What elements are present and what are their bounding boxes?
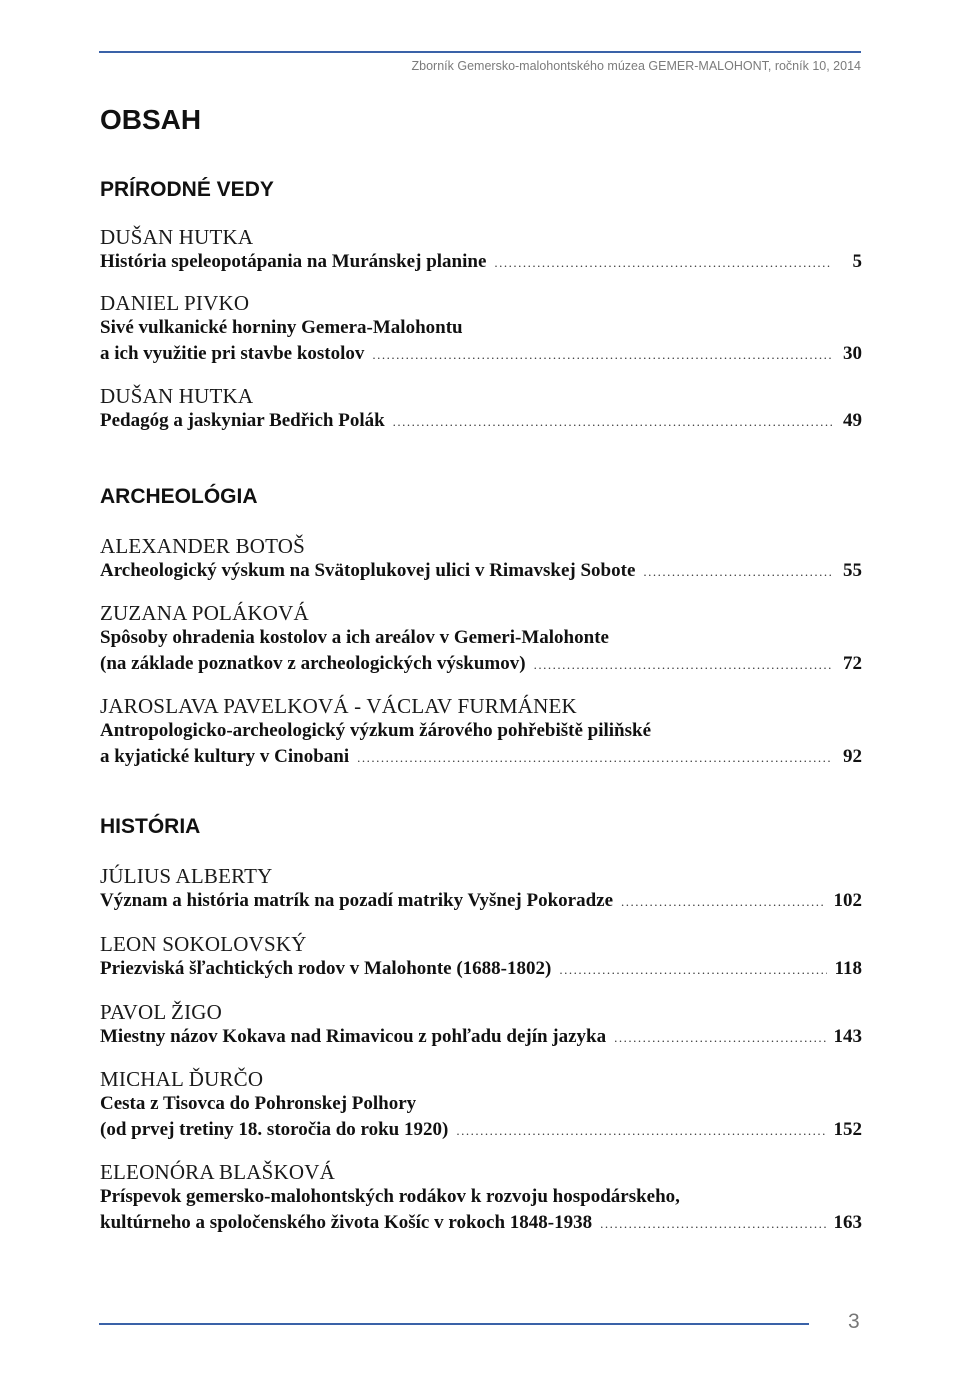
toc-entry[interactable] — [100, 694, 862, 771]
dot-leader — [372, 342, 832, 368]
toc-entry[interactable] — [100, 1067, 862, 1144]
entry-title-line — [100, 558, 862, 585]
entry-title-line — [100, 1184, 862, 1210]
section-prirodne-vedy — [100, 175, 862, 431]
entry-page-number: 102 — [833, 890, 862, 911]
toc-entry[interactable] — [100, 225, 862, 276]
entry-author: JAROSLAVA PAVELKOVÁ - VÁCLAV FURMÁNEK — [100, 694, 577, 718]
toc-entry[interactable] — [100, 1000, 862, 1051]
entry-title-line — [100, 249, 862, 276]
dot-leader — [643, 559, 832, 585]
entry-page-number: 92 — [843, 746, 862, 767]
entry-page-number: 118 — [834, 958, 862, 979]
entry-title-cont: (od prvej tretiny 18. storočia do roku 1920) — [100, 1119, 449, 1140]
entry-title: Význam a história matrík na pozadí matriky Vyšnej Pokoradze — [100, 890, 613, 911]
page-number: 3 — [848, 1310, 860, 1333]
entry-author: ELEONÓRA BLAŠKOVÁ — [100, 1160, 335, 1184]
entry-title-line — [100, 1024, 862, 1051]
entry-title-line — [100, 888, 862, 915]
toc-entry[interactable] — [100, 384, 862, 435]
entry-title-line — [100, 1210, 862, 1237]
entry-title-line — [100, 651, 862, 678]
section-archeologia — [100, 482, 862, 767]
entry-title-line — [100, 408, 862, 435]
entry-title-line — [100, 1091, 862, 1117]
entry-title: Pedagóg a jaskyniar Bedřich Polák — [100, 410, 385, 431]
header-rule — [99, 51, 861, 53]
dot-leader — [456, 1118, 825, 1144]
dot-leader — [621, 889, 826, 915]
entry-title-line — [100, 315, 862, 341]
dot-leader — [494, 250, 832, 276]
entry-page-number: 55 — [843, 560, 862, 581]
entry-title: Miestny názov Kokava nad Rimavicou z pohľadu dejín jazyka — [100, 1026, 607, 1047]
dot-leader — [357, 745, 832, 771]
entry-author: DANIEL PIVKO — [100, 291, 250, 315]
entry-title-line — [100, 718, 862, 744]
entry-title: Priezviská šľachtických rodov v Malohonte (1688-1802) — [100, 958, 552, 979]
dot-leader — [559, 957, 826, 983]
page-title: OBSAH — [100, 104, 202, 135]
entry-title-line — [100, 744, 862, 771]
toc-entry[interactable] — [100, 534, 862, 585]
entry-page-number: 5 — [852, 251, 862, 272]
entry-title-line — [100, 1117, 862, 1144]
entry-title-cont: a kyjatické kultury v Cinobani — [100, 746, 350, 767]
entry-page-number: 72 — [843, 653, 862, 674]
toc-entry[interactable] — [100, 601, 862, 678]
entry-author: LEON SOKOLOVSKÝ — [100, 932, 307, 956]
entry-page-number: 152 — [833, 1119, 862, 1140]
entry-title: História speleopotápania na Muránskej planine — [100, 251, 487, 272]
entry-author: ZUZANA POLÁKOVÁ — [100, 601, 309, 625]
entry-author: DUŠAN HUTKA — [100, 384, 254, 408]
entry-title-cont: (na základe poznatkov z archeologických výskumov) — [100, 653, 526, 674]
entry-title: Cesta z Tisovca do Pohronskej Polhory — [100, 1093, 417, 1114]
entry-page-number: 30 — [843, 343, 862, 364]
running-head: Zborník Gemersko-malohontského múzea GEMER-MALOHONT, ročník 10, 2014 — [411, 59, 861, 73]
toc-entry[interactable] — [100, 864, 862, 915]
entry-title: Archeologický výskum na Svätoplukovej ulici v Rimavskej Sobote — [100, 560, 636, 581]
entry-title-line — [100, 625, 862, 651]
entry-page-number: 163 — [833, 1212, 862, 1233]
toc-entry[interactable] — [100, 1160, 862, 1237]
entry-title: Sivé vulkanické horniny Gemera-Malohontu — [100, 317, 463, 338]
entry-author: DUŠAN HUTKA — [100, 225, 254, 249]
entry-author: PAVOL ŽIGO — [100, 1000, 222, 1024]
entry-title-line — [100, 341, 862, 368]
entry-page-number: 49 — [843, 410, 862, 431]
entry-title-line — [100, 956, 862, 983]
entry-page-number: 143 — [833, 1026, 862, 1047]
dot-leader — [600, 1211, 825, 1237]
section-title: PRÍRODNÉ VEDY — [100, 178, 274, 201]
toc-entry[interactable] — [100, 932, 862, 983]
section-title: ARCHEOLÓGIA — [100, 485, 258, 508]
dot-leader — [534, 652, 832, 678]
dot-leader — [614, 1025, 825, 1051]
entry-title: Spôsoby ohradenia kostolov a ich areálov v Gemeri-Malohonte — [100, 627, 609, 648]
entry-author: JÚLIUS ALBERTY — [100, 864, 273, 888]
footer-rule — [99, 1323, 809, 1325]
entry-title: Príspevok gemersko-malohontských rodákov k rozvoju hospodárskeho, — [100, 1186, 680, 1207]
entry-author: MICHAL ĎURČO — [100, 1067, 264, 1091]
entry-title-cont: kultúrneho a spoločenského života Košíc v rokoch 1848-1938 — [100, 1212, 593, 1233]
toc-entry[interactable] — [100, 291, 862, 368]
section-title: HISTÓRIA — [100, 815, 201, 838]
entry-title-cont: a ich využitie pri stavbe kostolov — [100, 343, 365, 364]
entry-author: ALEXANDER BOTOŠ — [100, 534, 306, 558]
entry-title: Antropologicko-archeologický výzkum žárového pohřebiště piliňské — [100, 720, 652, 741]
dot-leader — [393, 409, 832, 435]
section-historia — [100, 812, 862, 1233]
